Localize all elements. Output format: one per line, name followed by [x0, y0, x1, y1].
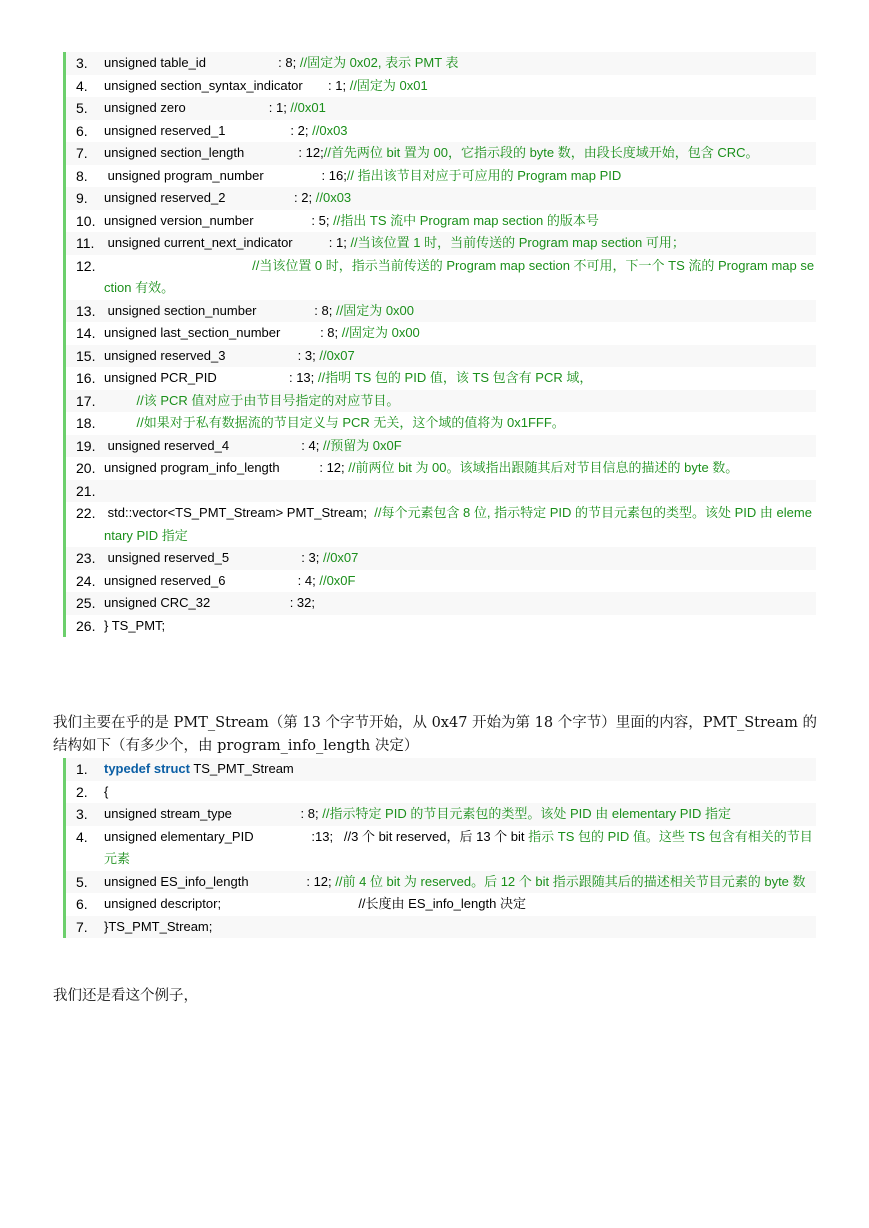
- code-text: [104, 123, 348, 138]
- code-statement: unsigned program_info_length : 12;: [104, 460, 349, 475]
- code-line: [66, 803, 816, 826]
- code-statement: unsigned elementary_PID :13; //3 个 bit reserved，后 13 个 bit: [104, 828, 529, 844]
- line-number: 26.: [76, 617, 96, 634]
- code-line: [66, 187, 816, 210]
- code-statement: unsigned last_section_number : 8;: [104, 325, 342, 340]
- code-statement: unsigned PCR_PID : 13;: [104, 370, 318, 385]
- code-line: [66, 97, 816, 120]
- code-text: [104, 550, 358, 565]
- code-statement: unsigned table_id : 8;: [104, 55, 300, 70]
- code-statement: unsigned stream_type : 8;: [104, 806, 323, 821]
- code-statement: unsigned CRC_32 : 32;: [104, 595, 315, 610]
- code-line: [66, 300, 816, 323]
- code-text: [104, 78, 428, 93]
- line-number: 4.: [76, 77, 88, 94]
- code-comment: //指示特定 PID 的节目元素包的类型。该处 PID 由 elementary PID 指定: [322, 806, 732, 821]
- code-line: [66, 390, 816, 413]
- code-text: [104, 55, 459, 70]
- code-statement: } TS_PMT;: [104, 617, 166, 633]
- pmt-struct-code-block: [63, 52, 816, 637]
- line-number: 6.: [76, 896, 88, 912]
- code-text: [104, 874, 806, 889]
- line-number: 3.: [76, 806, 88, 822]
- code-statement: unsigned section_length : 12;: [104, 145, 324, 160]
- code-comment: //前两位 bit 为 00。该域指出跟随其后对节目信息的描述的 byte 数。: [348, 460, 739, 475]
- code-line: [66, 165, 816, 188]
- code-line: [66, 120, 816, 143]
- code-text: [104, 393, 399, 408]
- code-comment: //固定为 0x01: [349, 77, 428, 93]
- code-comment: // 指出该节目对应于可应用的 Program map PID: [346, 167, 622, 183]
- code-line: [66, 592, 816, 615]
- code-text: [104, 235, 685, 250]
- line-number: 1.: [76, 761, 88, 777]
- code-line: [66, 52, 816, 75]
- code-text: [104, 829, 813, 867]
- code-text: [104, 415, 565, 430]
- line-number: 2.: [76, 783, 88, 800]
- code-line: [66, 255, 816, 300]
- code-statement: TS_PMT_Stream: [189, 761, 294, 776]
- line-number: 25.: [76, 595, 96, 611]
- code-comment: //预留为 0x0F: [322, 437, 402, 453]
- code-statement: unsigned reserved_3 : 3;: [104, 347, 320, 363]
- code-text: [104, 505, 812, 543]
- code-comment: //固定为 0x00: [335, 302, 415, 318]
- code-text: [104, 761, 294, 776]
- code-text: [104, 348, 355, 363]
- code-statement: unsigned current_next_indicator : 1;: [104, 235, 351, 250]
- code-line: [66, 871, 816, 894]
- code-comment: //固定为 0x02, 表示 PMT 表: [299, 55, 459, 70]
- code-keyword: typedef struct: [104, 761, 190, 776]
- line-number: 10.: [76, 212, 96, 229]
- code-comment: //0x0F: [319, 572, 356, 588]
- code-text: [104, 784, 108, 799]
- code-line: [66, 615, 816, 638]
- line-number: 7.: [76, 145, 88, 161]
- pmt-stream-intro-paragraph: 我们主要在乎的是 PMT_Stream（第 13 个字节开始，从 0x47 开始为第 18 个字节）里面的内容，PMT_Stream 的结构如下（有多少个，由 program_info_length 决定）: [53, 715, 818, 754]
- line-number: 4.: [76, 828, 88, 845]
- code-text: [104, 483, 108, 498]
- code-line: [66, 345, 816, 368]
- code-line: [66, 232, 816, 255]
- line-number: 13.: [76, 302, 96, 319]
- code-statement: unsigned reserved_4 : 4;: [104, 437, 323, 453]
- code-line: [66, 916, 816, 939]
- line-number: 17.: [76, 392, 96, 409]
- line-number: 5.: [76, 100, 88, 116]
- code-statement: unsigned zero : 1;: [104, 100, 291, 115]
- line-number: 5.: [76, 873, 88, 890]
- line-number: 18.: [76, 415, 96, 431]
- code-comment: //前 4 位 bit 为 reserved。后 12 个 bit 指示跟随其后的描述相关节目元素的 byte 数: [335, 873, 806, 889]
- code-comment: //固定为 0x00: [341, 325, 420, 340]
- code-line: [66, 367, 816, 390]
- code-line: [66, 412, 816, 435]
- example-intro-paragraph: 我们还是看这个例子，: [53, 988, 198, 1004]
- code-statement: unsigned reserved_6 : 4;: [104, 572, 320, 588]
- line-number: 19.: [76, 437, 96, 454]
- line-number: 8.: [76, 167, 88, 184]
- code-statement: unsigned program_number : 16;: [104, 167, 347, 183]
- code-line: [66, 758, 816, 781]
- code-line: [66, 893, 816, 916]
- code-comment: 指示 TS 包的 PID 值。这些 TS 包含有相关的节目元素: [104, 828, 813, 866]
- code-text: [104, 438, 402, 453]
- code-statement: unsigned version_number : 5;: [104, 212, 334, 228]
- code-text: [104, 190, 351, 205]
- code-comment: //指出 TS 流中 Program map section 的版本号: [333, 212, 599, 228]
- code-comment: //当该位置 1 时，当前传送的 Program map section 可用；: [350, 235, 685, 250]
- code-statement: unsigned section_syntax_indicator : 1;: [104, 77, 350, 93]
- code-statement: unsigned reserved_2 : 2;: [104, 190, 316, 205]
- line-number: 9.: [76, 190, 88, 206]
- code-line: [66, 826, 816, 871]
- line-number: 24.: [76, 572, 96, 589]
- code-text: [104, 806, 731, 821]
- code-text: [104, 573, 355, 588]
- code-comment: //指明 TS 包的 PID 值，该 TS 包含有 PCR 域，: [317, 370, 593, 385]
- code-statement: unsigned reserved_5 : 3;: [104, 550, 323, 565]
- code-statement: unsigned section_number : 8;: [104, 302, 336, 318]
- code-statement: [104, 393, 137, 408]
- code-text: [104, 168, 621, 183]
- line-number: 14.: [76, 325, 96, 341]
- line-number: 23.: [76, 550, 96, 566]
- code-line: [66, 502, 816, 547]
- code-text: [104, 370, 592, 385]
- code-comment: //0x07: [322, 550, 359, 565]
- line-number: 7.: [76, 918, 88, 935]
- code-statement: unsigned descriptor; //长度由 ES_info_length 决定: [104, 896, 526, 911]
- code-comment: //0x03: [312, 122, 348, 138]
- code-statement: [104, 258, 252, 273]
- code-line: [66, 457, 816, 480]
- code-line: [66, 547, 816, 570]
- code-comment: //每个元素包含 8 位, 指示特定 PID 的节目元素包的类型。该处 PID 由 elementary PID 指定: [104, 505, 812, 543]
- line-number: 11.: [76, 235, 95, 251]
- line-number: 3.: [76, 55, 88, 71]
- code-statement: unsigned reserved_1 : 2;: [104, 122, 313, 138]
- code-line: [66, 75, 816, 98]
- pmt-stream-struct-code-block: [63, 758, 816, 938]
- code-line: [66, 781, 816, 804]
- line-number: 12.: [76, 257, 96, 274]
- code-comment: //当该位置 0 时，指示当前传送的 Program map section 不可用，下一个 TS 流的 Program map section 有效。: [104, 257, 815, 295]
- code-text: [104, 325, 420, 340]
- code-text: [104, 145, 759, 160]
- code-line: [66, 435, 816, 458]
- code-statement: [104, 415, 137, 430]
- code-text: [104, 618, 165, 633]
- code-comment: //该 PCR 值对应于由节目号指定的对应节目。: [136, 392, 400, 408]
- code-comment: //0x01: [290, 100, 326, 115]
- code-line: [66, 210, 816, 233]
- line-number: 15.: [76, 347, 96, 364]
- code-text: [104, 100, 326, 115]
- line-number: 20.: [76, 460, 96, 476]
- code-text: [104, 919, 212, 934]
- code-statement: unsigned ES_info_length : 12;: [104, 873, 336, 889]
- code-text: [104, 303, 414, 318]
- code-text: [104, 258, 814, 296]
- line-number: 22.: [76, 505, 96, 521]
- code-text: [104, 896, 526, 911]
- code-comment: //首先两位 bit 置为 00，它指示段的 byte 数，由段长度域开始，包含 CRC。: [323, 145, 759, 160]
- code-text: [104, 213, 599, 228]
- code-line: [66, 322, 816, 345]
- code-statement: std::vector<TS_PMT_Stream> PMT_Stream;: [104, 505, 375, 520]
- code-line: [66, 480, 816, 503]
- code-text: [104, 460, 738, 475]
- line-number: 21.: [76, 482, 96, 499]
- code-line: [66, 570, 816, 593]
- code-statement: }TS_PMT_Stream;: [104, 918, 213, 934]
- code-comment: //0x03: [315, 190, 352, 205]
- code-line: [66, 142, 816, 165]
- line-number: 16.: [76, 370, 96, 386]
- code-statement: {: [104, 783, 109, 799]
- code-text: [104, 595, 315, 610]
- code-comment: //如果对于私有数据流的节目定义与 PCR 无关，这个域的值将为 0x1FFF。: [136, 415, 565, 430]
- line-number: 6.: [76, 122, 88, 139]
- code-comment: //0x07: [319, 347, 355, 363]
